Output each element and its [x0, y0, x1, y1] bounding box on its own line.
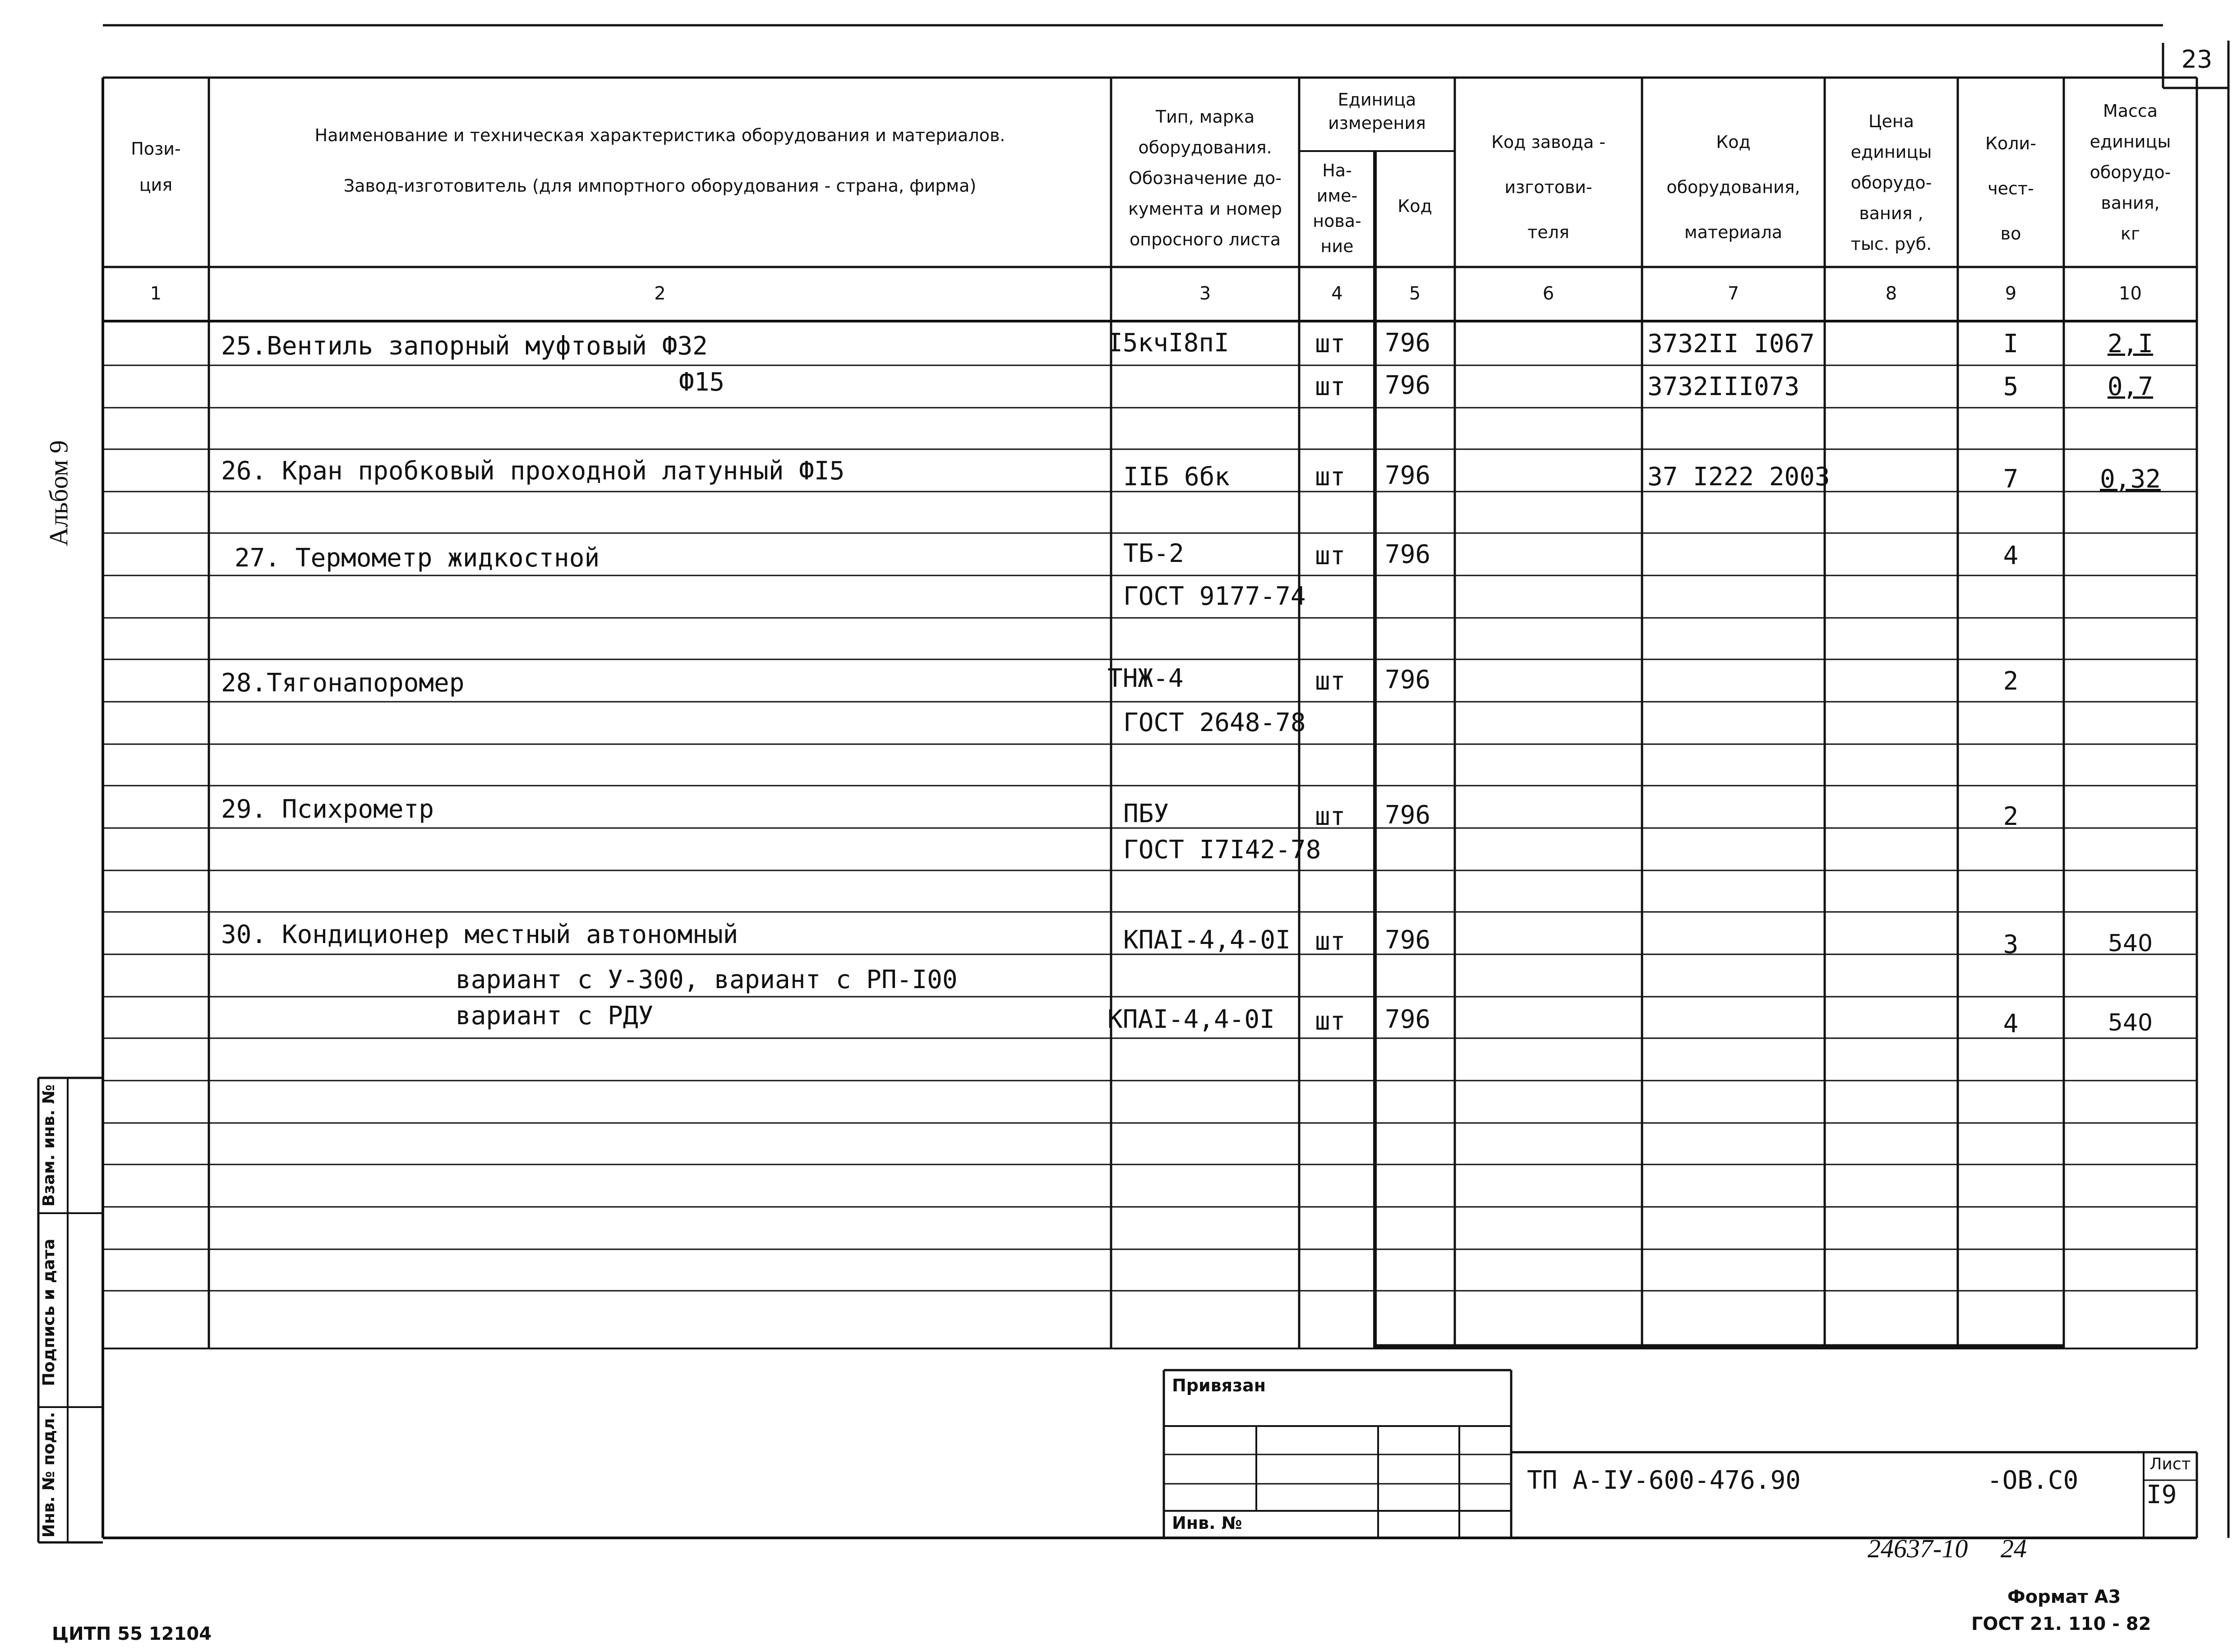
sheet-number-top: 23: [2181, 45, 2213, 74]
table-row-code: 796: [1385, 328, 1431, 358]
table-row-name: вариант с РДУ: [456, 1001, 654, 1031]
colnum-6: 6: [1542, 283, 1554, 304]
handwritten-note: 24637-10 24: [1868, 1534, 2027, 1563]
side-label-podpis: Подпись и дата: [40, 1238, 58, 1386]
table-row-code: 796: [1385, 801, 1431, 830]
table-row-mass: 0,7: [2107, 372, 2154, 401]
table-row-unit: шт: [1315, 329, 1346, 359]
table-row-qty: 7: [2003, 465, 2019, 494]
header-col-price: Цена единицы оборудо- вания , тыс. руб.: [1850, 111, 1932, 254]
header-col-unit-code: Код: [1398, 196, 1432, 216]
table-row-type: I5кчI8пI: [1107, 328, 1229, 358]
table-row-qty: 4: [2003, 1009, 2019, 1039]
table-row-mass: 2,I: [2107, 329, 2154, 359]
colnum-9: 9: [2005, 283, 2017, 304]
sheet-value: I9: [2146, 1480, 2177, 1509]
table-row-unit: шт: [1315, 541, 1346, 571]
header-col-unit-name: На- име- нова- ние: [1313, 161, 1361, 256]
album-label: Альбом 9: [44, 440, 74, 546]
table-row-code: 796: [1385, 461, 1431, 490]
table-row-qty: 4: [2003, 541, 2019, 571]
colnum-1: 1: [150, 283, 162, 304]
side-label-inv-podl: Инв. № подл.: [40, 1412, 58, 1538]
table-row-unit: шт: [1315, 462, 1346, 492]
table-row-name: 26. Кран пробковый проходной латунный ФI5: [221, 456, 845, 486]
table-row-name: 25.Вентиль запорный муфтовый Ф32: [221, 331, 708, 361]
table-row-equip-code: 37 I222 2003: [1647, 462, 1830, 492]
table-row-type-doc: ГОСТ 2648-78: [1123, 708, 1306, 737]
colnum-3: 3: [1199, 283, 1211, 304]
table-row-qty: 3: [2003, 930, 2019, 959]
table-row-equip-code: 3732II I067: [1647, 329, 1815, 359]
table-row-type: ТНЖ-4: [1107, 664, 1184, 693]
table-row-qty: 2: [2003, 667, 2019, 696]
header-col-mass: Масса единицы оборудо- вания, кг: [2089, 101, 2171, 244]
header-col-name-2: Завод-изготовитель (для импортного оборудования - страна, фирма): [343, 176, 977, 196]
header-col-type: Тип, марка оборудования. Обозначение до- кумента и номер опросного листа: [1128, 107, 1282, 249]
colnum-2: 2: [654, 283, 666, 304]
table-row-unit: шт: [1315, 667, 1346, 696]
stamp-privyazan: Привязан: [1172, 1376, 1266, 1395]
table-row-code: 796: [1385, 665, 1431, 695]
document-suffix: -ОВ.С0: [1987, 1466, 2079, 1495]
colnum-5: 5: [1409, 283, 1421, 304]
header-col-quantity: Коли- чест- во: [1985, 133, 2036, 244]
table-row-type-doc: ГОСТ 9177-74: [1123, 582, 1306, 611]
table-row-name: 30. Кондиционер местный автономный: [221, 920, 738, 949]
header-col-name-1: Наименование и техническая характеристика оборудования и материалов.: [314, 125, 1005, 145]
footer-gost: ГОСТ 21. 110 - 82: [1971, 1614, 2151, 1634]
table-row-mass: 540: [2108, 930, 2153, 957]
colnum-4: 4: [1331, 283, 1343, 304]
table-row-name: 28.Тягонапоромер: [221, 668, 465, 698]
footer-format: Формат А3: [2007, 1587, 2121, 1607]
table-row-type: ТБ-2: [1123, 539, 1184, 568]
table-row-mass: 0,32: [2100, 465, 2161, 494]
table-row-type-doc: ГОСТ I7I42-78: [1123, 835, 1321, 865]
table-row-unit: шт: [1315, 372, 1346, 401]
table-row-code: 796: [1385, 371, 1431, 400]
table-row-type: КПАI-4,4-0I: [1107, 1005, 1275, 1034]
table-row-unit: шт: [1315, 1007, 1346, 1036]
table-row-code: 796: [1385, 925, 1431, 955]
table-row-code: 796: [1385, 1005, 1431, 1034]
colnum-8: 8: [1885, 283, 1897, 304]
colnum-10: 10: [2119, 283, 2142, 304]
table-row-mass: 540: [2108, 1009, 2153, 1036]
footer-citp: ЦИТП 55 12104: [52, 1624, 212, 1644]
header-unit-group: Единица измерения: [1328, 90, 1426, 133]
document-code: ТП А-IУ-600-476.90: [1527, 1466, 1801, 1495]
table-row-qty: 5: [2003, 372, 2019, 401]
header-col-equipment-code: Код оборудования, материала: [1666, 132, 1800, 242]
colnum-7: 7: [1727, 283, 1739, 304]
table-row-type: КПАI-4,4-0I: [1123, 925, 1291, 955]
table-row-code: 796: [1385, 540, 1431, 569]
table-row-equip-code: 3732III073: [1647, 372, 1800, 401]
table-row-name: Ф15: [679, 368, 725, 397]
table-row-name: 29. Психрометр: [221, 795, 434, 824]
table-row-unit: шт: [1315, 802, 1346, 831]
table-row-unit: шт: [1315, 927, 1346, 956]
table-row-qty: I: [2003, 329, 2019, 359]
table-row-name: 27. Термометр жидкостной: [235, 543, 600, 573]
header-col-factory-code: Код завода - изготови- теля: [1491, 132, 1606, 242]
table-row-type: ПБУ: [1123, 799, 1169, 828]
table-row-qty: 2: [2003, 802, 2019, 831]
stamp-inv-no: Инв. №: [1172, 1513, 1242, 1533]
table-row-name-variant: вариант с У-300, вариант с РП-I00: [456, 965, 958, 994]
table-row-type: IIБ 6бк: [1123, 462, 1230, 492]
sheet-label: Лист: [2149, 1455, 2191, 1473]
side-label-vzam: Взам. инв. №: [40, 1084, 58, 1207]
header-col-position: Пози- ция: [131, 139, 181, 195]
